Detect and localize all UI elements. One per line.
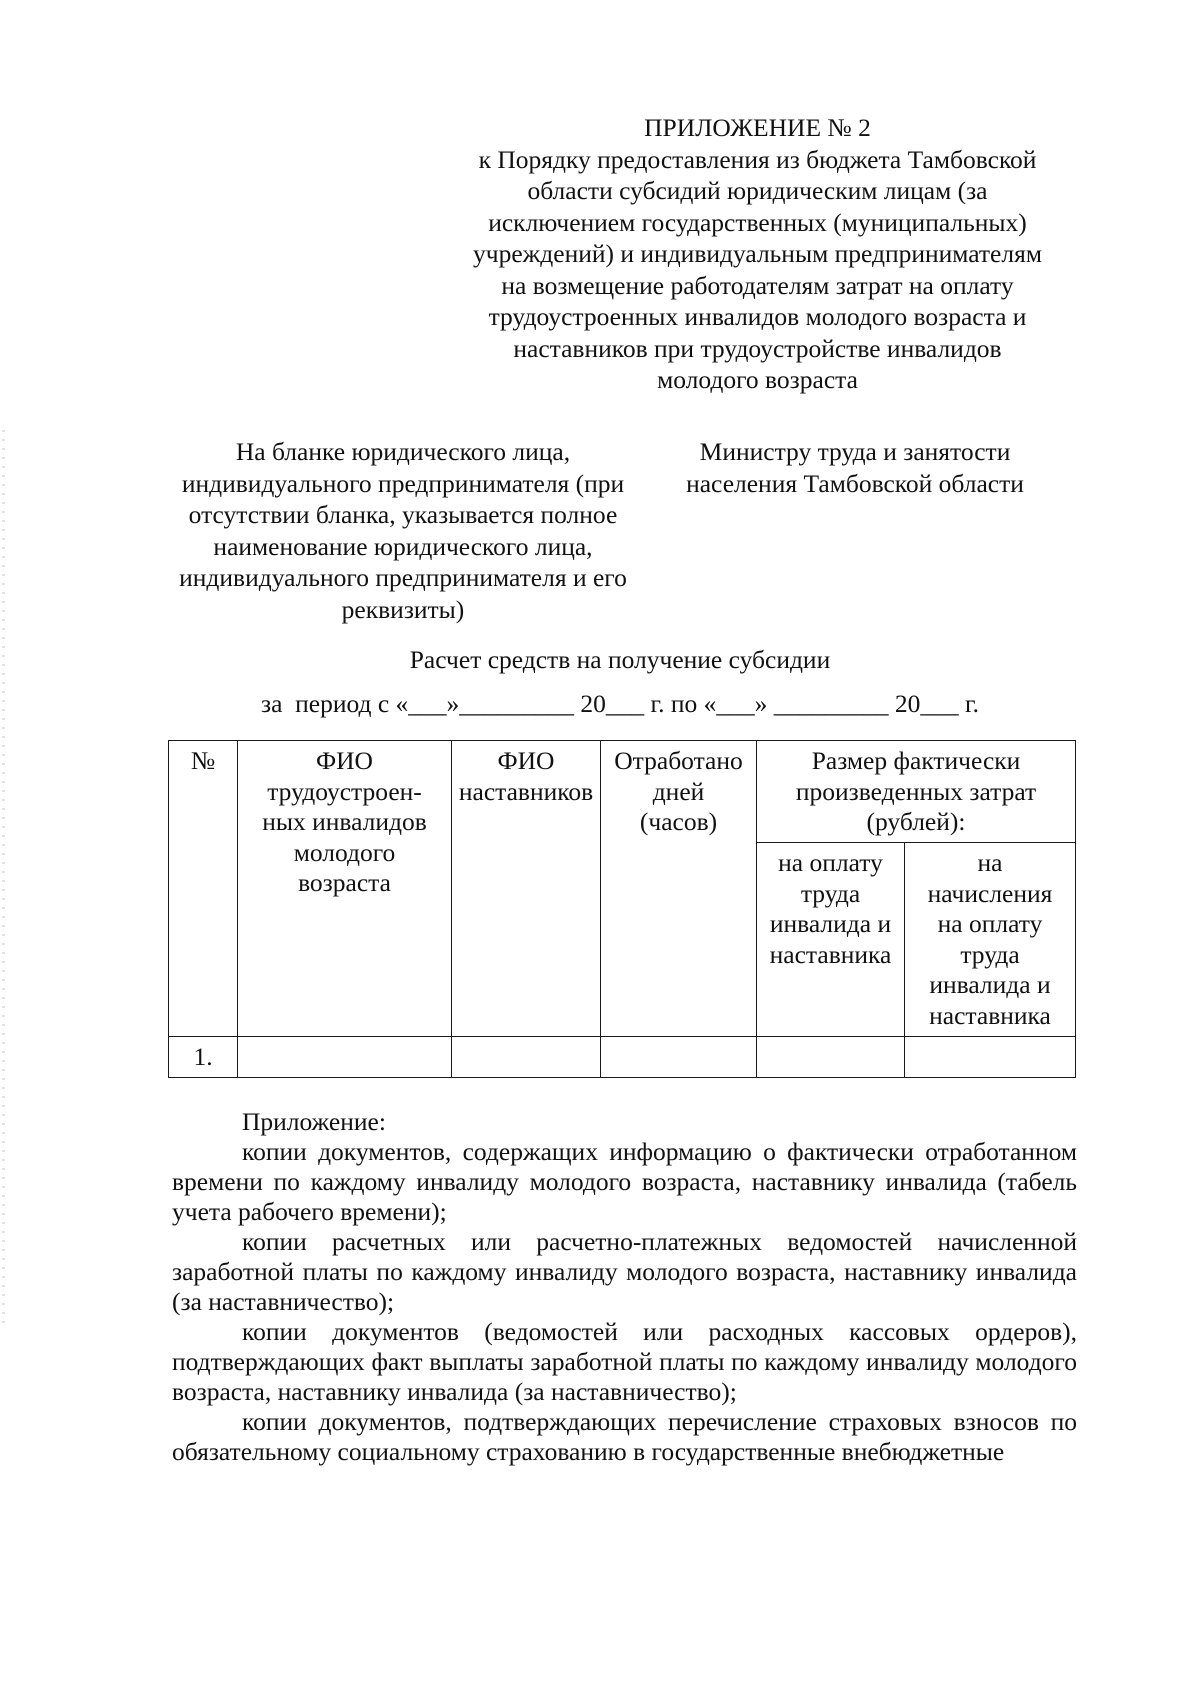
header-worked-days: Отработано дней (часов) <box>601 741 757 1037</box>
cell-fio-disabled <box>238 1037 452 1078</box>
header-actual-costs: Размер фактически произведенных затрат (рублей): <box>757 741 1076 843</box>
header-costs-pay: на оплату труда инвалида и наставника <box>757 843 905 1037</box>
calculation-table <box>168 740 1076 1078</box>
cell-num: 1. <box>169 1037 238 1078</box>
cell-worked <box>601 1037 757 1078</box>
header-costs-accruals: на начисления на оплату труда инвалида и наставника <box>905 843 1076 1037</box>
attachment-item: копии документов, содержащих информацию о фактически отработанном времени по каждому инвалиду молодого возраста, наставнику инвалида (табель учета рабочего времени); <box>172 1137 1077 1226</box>
cell-costs-pay <box>757 1037 905 1078</box>
attachment-item: копии документов, подтверждающих перечисление страховых взносов по обязательному социальному страхованию в государственные внебюджетные <box>172 1407 1077 1466</box>
addressee: Министру труда и занятости населения Тамбовской области <box>686 437 1024 498</box>
table-header-row <box>169 741 1076 843</box>
attachments-heading: Приложение: <box>242 1107 386 1136</box>
period-line: за период с «___»_________ 20___ г. по «___» _________ 20___ г. <box>261 689 979 718</box>
cell-fio-mentors <box>452 1037 601 1078</box>
table-row <box>169 1037 1076 1078</box>
scan-edge-artifact <box>2 430 5 1330</box>
header-fio-mentors: ФИО наставников <box>452 741 601 1037</box>
header-fio-disabled: ФИО трудоустроен- ных инвалидов молодого возраста <box>238 741 452 1037</box>
attachment-item: копии расчетных или расчетно-платежных ведомостей начисленной заработной платы по каждому инвалиду молодого возраста, наставнику инвалида (за наставничество); <box>172 1227 1077 1316</box>
header-num: № <box>169 741 238 1037</box>
appendix-header <box>455 112 1060 396</box>
cell-costs-accruals <box>905 1037 1076 1078</box>
appendix-title: ПРИЛОЖЕНИЕ № 2 <box>644 113 871 142</box>
calculation-title: Расчет средств на получение субсидии <box>409 645 831 674</box>
letterhead-note: На бланке юридического лица, индивидуального предпринимателя (при отсутствии бланка, указывается полное наименование юридического лица, индивидуального предпринимателя и его реквизиты) <box>179 437 627 624</box>
attachments-section <box>172 1107 1077 1467</box>
appendix-subtitle: к Порядку предоставления из бюджета Тамбовской области субсидий юридическим лицам (за исключением государственных (муниципальных) учреждений) и индивидуальным предпринимателям на возмещение работодателям затрат на оплату трудоустроенных инвалидов молодого возраста и наставников при трудоустройстве инвалидов молодого возраста <box>473 144 1042 394</box>
attachment-item: копии документов (ведомостей или расходных кассовых ордеров), подтверждающих факт выплаты заработной платы по каждому инвалиду молодого возраста, наставнику инвалида (за наставничество); <box>172 1317 1077 1406</box>
